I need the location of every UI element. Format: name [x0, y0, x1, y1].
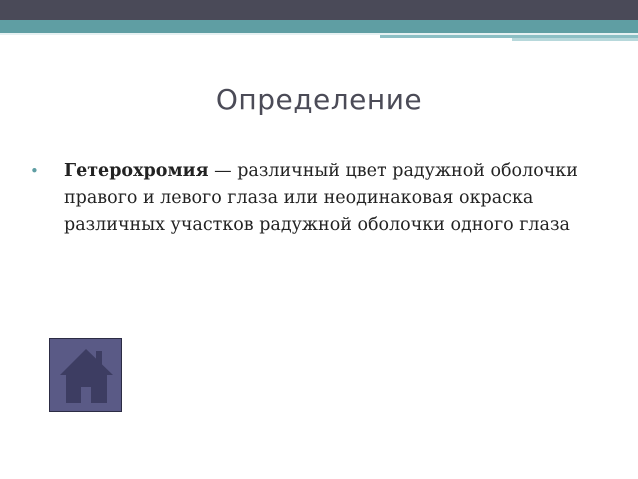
bullet-item: [30, 158, 600, 239]
accent-stripe: [0, 20, 638, 33]
slide-content: [30, 158, 600, 239]
term: Гетерохромия: [64, 161, 209, 181]
slide-title: Определение: [215, 83, 423, 116]
top-bar: [0, 0, 638, 20]
accent-stripe-right-light: [512, 38, 638, 41]
definition: — различный цвет радужной оболочки правого и левого глаза или неодинаковая окраска различных участков радужной оболочки одного глаза: [64, 161, 578, 235]
bullet-dot-icon: •: [30, 162, 39, 180]
home-icon: [50, 339, 123, 413]
bullet-text: [64, 158, 596, 239]
home-button[interactable]: [49, 338, 122, 412]
